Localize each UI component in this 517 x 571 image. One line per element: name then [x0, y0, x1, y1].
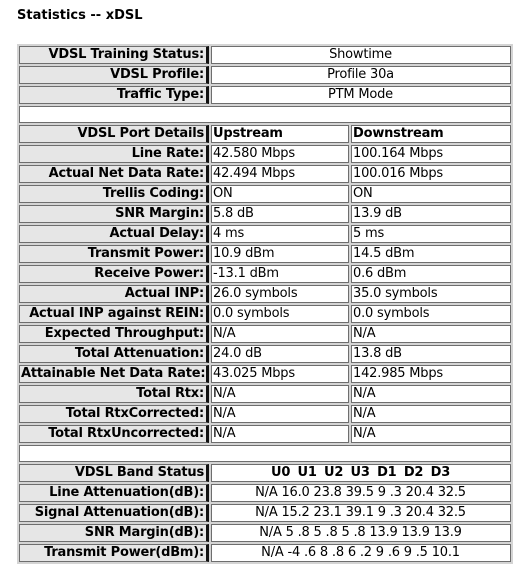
downstream-value: 35.0 symbols: [351, 285, 511, 303]
upstream-value: 42.494 Mbps: [211, 165, 349, 183]
row-label: Attainable Net Data Rate:: [19, 365, 209, 383]
band-status-row: [19, 484, 511, 502]
port-detail-row: [19, 365, 511, 383]
downstream-value: 14.5 dBm: [351, 245, 511, 263]
upstream-value: N/A: [211, 385, 349, 403]
row-label: Actual INP:: [19, 285, 209, 303]
downstream-value: N/A: [351, 325, 511, 343]
row-label: Receive Power:: [19, 265, 209, 283]
port-detail-row: [19, 165, 511, 183]
port-detail-row: [19, 405, 511, 423]
band-names-header: U0 U1 U2 U3 D1 D2 D3: [211, 464, 511, 482]
row-label: Transmit Power:: [19, 245, 209, 263]
port-detail-row: [19, 425, 511, 443]
downstream-value: N/A: [351, 405, 511, 423]
band-status-row: [19, 504, 511, 522]
row-label: SNR Margin(dB):: [19, 524, 209, 542]
port-details-header: VDSL Port Details: [19, 125, 209, 143]
band-status-row: [19, 544, 511, 562]
band-status-header-row: [19, 464, 511, 482]
upstream-value: 42.580 Mbps: [211, 145, 349, 163]
upstream-value: 4 ms: [211, 225, 349, 243]
port-detail-row: [19, 245, 511, 263]
port-detail-row: [19, 225, 511, 243]
upstream-value: 26.0 symbols: [211, 285, 349, 303]
port-detail-row: [19, 285, 511, 303]
downstream-value: N/A: [351, 425, 511, 443]
spacer-row: [19, 445, 511, 462]
upstream-value: 5.8 dB: [211, 205, 349, 223]
row-label: Expected Throughput:: [19, 325, 209, 343]
upstream-value: 43.025 Mbps: [211, 365, 349, 383]
row-label: Total Attenuation:: [19, 345, 209, 363]
port-detail-row: [19, 205, 511, 223]
port-detail-row: [19, 265, 511, 283]
row-label: Line Attenuation(dB):: [19, 484, 209, 502]
downstream-value: 13.9 dB: [351, 205, 511, 223]
row-label: SNR Margin:: [19, 205, 209, 223]
training-status-row: [19, 46, 511, 64]
port-details-header-row: [19, 125, 511, 143]
band-status-row: [19, 524, 511, 542]
row-label: Total RtxCorrected:: [19, 405, 209, 423]
upstream-value: 0.0 symbols: [211, 305, 349, 323]
upstream-value: -13.1 dBm: [211, 265, 349, 283]
band-values: N/A 5 .8 5 .8 5 .8 13.9 13.9 13.9: [211, 524, 511, 542]
band-status-header: VDSL Band Status: [19, 464, 209, 482]
downstream-value: 0.6 dBm: [351, 265, 511, 283]
profile-row: [19, 66, 511, 84]
spacer-cell: [19, 445, 511, 462]
row-label: Transmit Power(dBm):: [19, 544, 209, 562]
upstream-value: N/A: [211, 405, 349, 423]
downstream-value: 0.0 symbols: [351, 305, 511, 323]
row-label: Signal Attenuation(dB):: [19, 504, 209, 522]
downstream-value: 100.016 Mbps: [351, 165, 511, 183]
spacer-cell: [19, 106, 511, 123]
port-detail-row: [19, 345, 511, 363]
upstream-value: N/A: [211, 425, 349, 443]
row-label: Actual INP against REIN:: [19, 305, 209, 323]
xdsl-statistics-table: [17, 44, 513, 564]
port-detail-row: [19, 145, 511, 163]
stats-body: [19, 46, 511, 562]
downstream-value: ON: [351, 185, 511, 203]
traffic-type-value: PTM Mode: [211, 86, 511, 104]
row-label: VDSL Profile:: [19, 66, 209, 84]
band-values: N/A 15.2 23.1 39.1 9 .3 20.4 32.5: [211, 504, 511, 522]
row-label: Total Rtx:: [19, 385, 209, 403]
row-label: Trellis Coding:: [19, 185, 209, 203]
spacer-row: [19, 106, 511, 123]
upstream-value: 24.0 dB: [211, 345, 349, 363]
page-title: Statistics -- xDSL: [17, 8, 143, 23]
port-detail-row: [19, 305, 511, 323]
upstream-value: 10.9 dBm: [211, 245, 349, 263]
row-label: Traffic Type:: [19, 86, 209, 104]
port-detail-row: [19, 185, 511, 203]
downstream-value: 142.985 Mbps: [351, 365, 511, 383]
row-label: Actual Net Data Rate:: [19, 165, 209, 183]
row-label: VDSL Training Status:: [19, 46, 209, 64]
downstream-value: 5 ms: [351, 225, 511, 243]
row-label: Actual Delay:: [19, 225, 209, 243]
downstream-header: Downstream: [351, 125, 511, 143]
port-detail-row: [19, 385, 511, 403]
traffic-type-row: [19, 86, 511, 104]
profile-value: Profile 30a: [211, 66, 511, 84]
upstream-header: Upstream: [211, 125, 349, 143]
downstream-value: 100.164 Mbps: [351, 145, 511, 163]
row-label: Total RtxUncorrected:: [19, 425, 209, 443]
downstream-value: N/A: [351, 385, 511, 403]
port-detail-row: [19, 325, 511, 343]
training-status-value: Showtime: [211, 46, 511, 64]
upstream-value: ON: [211, 185, 349, 203]
downstream-value: 13.8 dB: [351, 345, 511, 363]
band-values: N/A -4 .6 8 .8 6 .2 9 .6 9 .5 10.1: [211, 544, 511, 562]
band-values: N/A 16.0 23.8 39.5 9 .3 20.4 32.5: [211, 484, 511, 502]
row-label: Line Rate:: [19, 145, 209, 163]
upstream-value: N/A: [211, 325, 349, 343]
